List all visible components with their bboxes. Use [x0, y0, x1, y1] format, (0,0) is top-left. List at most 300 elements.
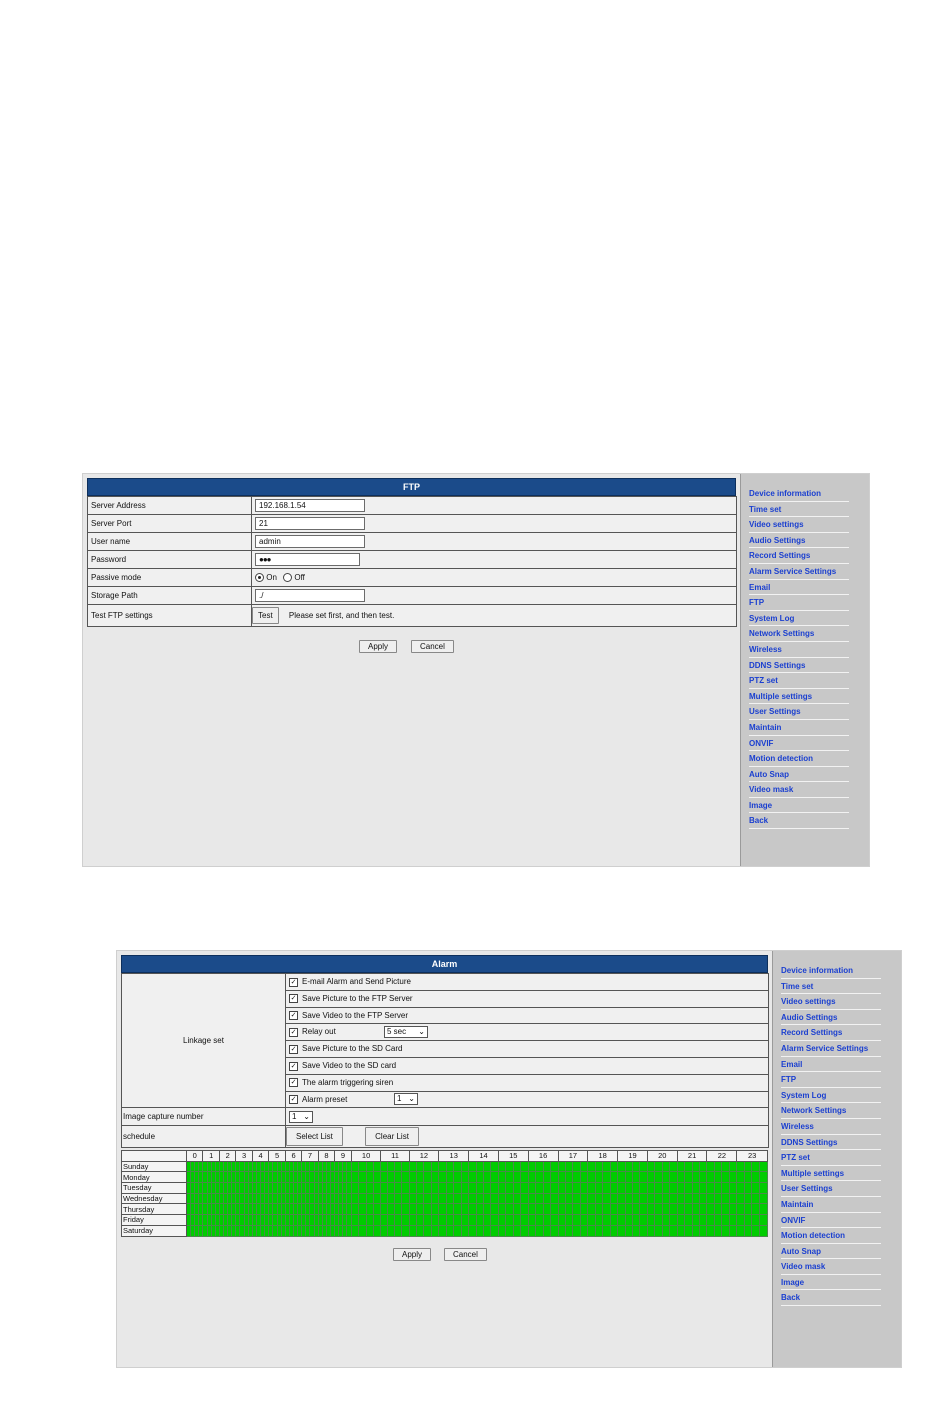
schedule-cell[interactable]	[707, 1183, 714, 1194]
schedule-cell[interactable]	[632, 1215, 639, 1226]
schedule-cell[interactable]	[588, 1161, 595, 1172]
schedule-cell[interactable]	[640, 1225, 648, 1236]
schedule-cell[interactable]	[759, 1193, 767, 1204]
schedule-cell[interactable]	[625, 1193, 632, 1204]
schedule-cell[interactable]	[595, 1215, 602, 1226]
schedule-cell[interactable]	[351, 1161, 358, 1172]
schedule-cell[interactable]	[461, 1161, 469, 1172]
schedule-cell[interactable]	[483, 1161, 490, 1172]
schedule-cell[interactable]	[595, 1183, 602, 1194]
schedule-cell[interactable]	[536, 1204, 543, 1215]
schedule-cell[interactable]	[409, 1183, 416, 1194]
sidebar-item-system-log[interactable]: System Log	[781, 1090, 827, 1100]
schedule-cell[interactable]	[752, 1204, 759, 1215]
schedule-cell[interactable]	[521, 1204, 529, 1215]
sidebar-item-multiple-settings[interactable]: Multiple settings	[781, 1168, 845, 1178]
user-name-input[interactable]: admin	[255, 535, 365, 548]
schedule-cell[interactable]	[565, 1193, 572, 1204]
schedule-cell[interactable]	[580, 1161, 588, 1172]
schedule-cell[interactable]	[366, 1172, 373, 1183]
schedule-cell[interactable]	[454, 1183, 461, 1194]
sidebar-item-maintain[interactable]: Maintain	[781, 1199, 814, 1209]
sidebar-item[interactable]	[749, 595, 849, 611]
schedule-cell[interactable]	[714, 1172, 721, 1183]
schedule-cell[interactable]	[573, 1204, 580, 1215]
schedule-cell[interactable]	[677, 1193, 684, 1204]
schedule-cell[interactable]	[737, 1161, 744, 1172]
schedule-cell[interactable]	[506, 1204, 513, 1215]
schedule-cell[interactable]	[558, 1204, 565, 1215]
schedule-cell[interactable]	[707, 1172, 714, 1183]
schedule-cell[interactable]	[595, 1172, 602, 1183]
schedule-cell[interactable]	[506, 1183, 513, 1194]
schedule-cell[interactable]	[416, 1193, 423, 1204]
schedule-cell[interactable]	[729, 1161, 737, 1172]
schedule-cell[interactable]	[714, 1225, 721, 1236]
schedule-cell[interactable]	[409, 1193, 416, 1204]
schedule-cell[interactable]	[595, 1193, 602, 1204]
schedule-cell[interactable]	[655, 1193, 662, 1204]
sidebar-item[interactable]	[749, 548, 849, 564]
sidebar-item-ptz-set[interactable]: PTZ set	[749, 676, 778, 686]
schedule-cell[interactable]	[395, 1161, 402, 1172]
schedule-cell[interactable]	[714, 1215, 721, 1226]
schedule-cell[interactable]	[402, 1183, 409, 1194]
schedule-cell[interactable]	[625, 1225, 632, 1236]
schedule-cell[interactable]	[550, 1204, 558, 1215]
schedule-cell[interactable]	[359, 1172, 366, 1183]
schedule-cell[interactable]	[759, 1204, 767, 1215]
schedule-cell[interactable]	[737, 1225, 744, 1236]
schedule-cell[interactable]	[662, 1204, 669, 1215]
schedule-cell[interactable]	[513, 1183, 520, 1194]
sidebar-item[interactable]	[781, 1197, 881, 1213]
sidebar-item[interactable]	[781, 1244, 881, 1260]
schedule-cell[interactable]	[483, 1193, 490, 1204]
schedule-cell[interactable]	[744, 1161, 751, 1172]
schedule-cell[interactable]	[610, 1225, 618, 1236]
sidebar-item[interactable]	[749, 658, 849, 674]
sidebar-item-alarm-service-settings[interactable]: Alarm Service Settings	[749, 566, 837, 576]
sidebar-item-wireless[interactable]: Wireless	[749, 644, 782, 654]
sidebar-item[interactable]	[781, 1275, 881, 1291]
schedule-cell[interactable]	[366, 1183, 373, 1194]
sidebar-item[interactable]	[749, 580, 849, 596]
schedule-cell[interactable]	[759, 1183, 767, 1194]
schedule-cell[interactable]	[373, 1215, 381, 1226]
sidebar-item-ddns-settings[interactable]: DDNS Settings	[749, 660, 806, 670]
ftp-apply-button[interactable]: Apply	[359, 640, 397, 653]
schedule-cell[interactable]	[677, 1172, 684, 1183]
schedule-cell[interactable]	[351, 1183, 358, 1194]
schedule-cell[interactable]	[454, 1172, 461, 1183]
schedule-cell[interactable]	[558, 1215, 565, 1226]
schedule-cell[interactable]	[359, 1204, 366, 1215]
schedule-cell[interactable]	[565, 1204, 572, 1215]
sidebar-item[interactable]	[749, 720, 849, 736]
sidebar-item-auto-snap[interactable]: Auto Snap	[781, 1246, 821, 1256]
schedule-cell[interactable]	[439, 1225, 446, 1236]
schedule-cell[interactable]	[714, 1161, 721, 1172]
schedule-cell[interactable]	[632, 1161, 639, 1172]
schedule-cell[interactable]	[573, 1225, 580, 1236]
sidebar-item[interactable]	[781, 1057, 881, 1073]
schedule-cell[interactable]	[351, 1204, 358, 1215]
schedule-cell[interactable]	[699, 1172, 707, 1183]
schedule-cell[interactable]	[521, 1193, 529, 1204]
schedule-cell[interactable]	[565, 1225, 572, 1236]
schedule-cell[interactable]	[416, 1183, 423, 1194]
schedule-cell[interactable]	[550, 1225, 558, 1236]
schedule-cell[interactable]	[565, 1215, 572, 1226]
alarm-apply-button[interactable]: Apply	[393, 1248, 431, 1261]
sidebar-item-motion-detection[interactable]: Motion detection	[781, 1231, 845, 1241]
schedule-cell[interactable]	[483, 1225, 490, 1236]
schedule-cell[interactable]	[573, 1172, 580, 1183]
schedule-cell[interactable]	[431, 1225, 439, 1236]
schedule-cell[interactable]	[402, 1172, 409, 1183]
schedule-cell[interactable]	[395, 1172, 402, 1183]
schedule-cell[interactable]	[528, 1204, 535, 1215]
schedule-cell[interactable]	[366, 1193, 373, 1204]
save-video-sd-checkbox[interactable]: ✓	[290, 1062, 297, 1070]
schedule-cell[interactable]	[632, 1204, 639, 1215]
schedule-cell[interactable]	[476, 1204, 483, 1215]
schedule-cell[interactable]	[588, 1193, 595, 1204]
schedule-cell[interactable]	[655, 1225, 662, 1236]
schedule-cell[interactable]	[595, 1204, 602, 1215]
sidebar-item-audio-settings[interactable]: Audio Settings	[781, 1012, 838, 1022]
schedule-cell[interactable]	[521, 1183, 529, 1194]
schedule-cell[interactable]	[744, 1172, 751, 1183]
schedule-cell[interactable]	[469, 1225, 476, 1236]
schedule-cell[interactable]	[707, 1204, 714, 1215]
schedule-cell[interactable]	[439, 1204, 446, 1215]
schedule-cell[interactable]	[737, 1172, 744, 1183]
schedule-cell[interactable]	[381, 1215, 388, 1226]
schedule-cell[interactable]	[580, 1225, 588, 1236]
sidebar-item[interactable]	[781, 1181, 881, 1197]
schedule-cell[interactable]	[543, 1161, 550, 1172]
schedule-cell[interactable]	[662, 1193, 669, 1204]
schedule-cell[interactable]	[454, 1215, 461, 1226]
schedule-cell[interactable]	[536, 1172, 543, 1183]
schedule-cell[interactable]	[580, 1172, 588, 1183]
schedule-cell[interactable]	[662, 1161, 669, 1172]
schedule-cell[interactable]	[431, 1193, 439, 1204]
schedule-cell[interactable]	[558, 1193, 565, 1204]
schedule-cell[interactable]	[491, 1161, 499, 1172]
alarm-cancel-button[interactable]: Cancel	[444, 1248, 487, 1261]
schedule-cell[interactable]	[558, 1225, 565, 1236]
schedule-cell[interactable]	[744, 1204, 751, 1215]
schedule-cell[interactable]	[395, 1193, 402, 1204]
schedule-cell[interactable]	[498, 1204, 505, 1215]
schedule-cell[interactable]	[373, 1183, 381, 1194]
schedule-cell[interactable]	[573, 1183, 580, 1194]
sidebar-item[interactable]	[749, 813, 849, 829]
sidebar-item-ddns-settings[interactable]: DDNS Settings	[781, 1137, 838, 1147]
schedule-cell[interactable]	[431, 1161, 439, 1172]
schedule-cell[interactable]	[536, 1193, 543, 1204]
schedule-cell[interactable]	[446, 1172, 453, 1183]
schedule-cell[interactable]	[366, 1225, 373, 1236]
storage-path-input[interactable]: ./	[255, 589, 365, 602]
schedule-cell[interactable]	[670, 1161, 678, 1172]
schedule-cell[interactable]	[692, 1204, 699, 1215]
schedule-cell[interactable]	[454, 1204, 461, 1215]
schedule-cell[interactable]	[685, 1172, 692, 1183]
schedule-cell[interactable]	[431, 1215, 439, 1226]
schedule-cell[interactable]	[677, 1183, 684, 1194]
schedule-cell[interactable]	[737, 1204, 744, 1215]
schedule-cell[interactable]	[618, 1225, 625, 1236]
sidebar-item-system-log[interactable]: System Log	[749, 613, 795, 623]
schedule-cell[interactable]	[737, 1215, 744, 1226]
schedule-cell[interactable]	[752, 1193, 759, 1204]
schedule-cell[interactable]	[521, 1172, 529, 1183]
schedule-cell[interactable]	[662, 1172, 669, 1183]
sidebar-item[interactable]	[749, 704, 849, 720]
schedule-cell[interactable]	[402, 1204, 409, 1215]
schedule-cell[interactable]	[521, 1225, 529, 1236]
schedule-cell[interactable]	[625, 1204, 632, 1215]
schedule-cell[interactable]	[513, 1193, 520, 1204]
schedule-cell[interactable]	[506, 1225, 513, 1236]
schedule-cell[interactable]	[381, 1225, 388, 1236]
schedule-cell[interactable]	[699, 1204, 707, 1215]
sidebar-item-video-mask[interactable]: Video mask	[781, 1262, 826, 1272]
sidebar-item[interactable]	[781, 1088, 881, 1104]
schedule-cell[interactable]	[402, 1193, 409, 1204]
schedule-cell[interactable]	[699, 1215, 707, 1226]
schedule-cell[interactable]	[395, 1215, 402, 1226]
schedule-cell[interactable]	[603, 1193, 610, 1204]
sidebar-item[interactable]	[749, 751, 849, 767]
schedule-cell[interactable]	[707, 1161, 714, 1172]
schedule-cell[interactable]	[692, 1172, 699, 1183]
schedule-cell[interactable]	[625, 1215, 632, 1226]
sidebar-item-maintain[interactable]: Maintain	[749, 722, 782, 732]
schedule-cell[interactable]	[439, 1183, 446, 1194]
sidebar-item[interactable]	[749, 767, 849, 783]
schedule-cell[interactable]	[588, 1215, 595, 1226]
schedule-cell[interactable]	[580, 1193, 588, 1204]
schedule-cell[interactable]	[759, 1161, 767, 1172]
schedule-cell[interactable]	[498, 1225, 505, 1236]
schedule-cell[interactable]	[446, 1161, 453, 1172]
schedule-cell[interactable]	[610, 1204, 618, 1215]
sidebar-item-email[interactable]: Email	[749, 582, 771, 592]
schedule-cell[interactable]	[416, 1172, 423, 1183]
schedule-cell[interactable]	[729, 1193, 737, 1204]
schedule-cell[interactable]	[729, 1183, 737, 1194]
relay-out-checkbox[interactable]: ✓	[290, 1028, 297, 1036]
schedule-cell[interactable]	[543, 1215, 550, 1226]
schedule-cell[interactable]	[373, 1193, 381, 1204]
sidebar-item-video-settings[interactable]: Video settings	[749, 520, 804, 530]
schedule-cell[interactable]	[461, 1193, 469, 1204]
schedule-cell[interactable]	[655, 1161, 662, 1172]
schedule-cell[interactable]	[498, 1193, 505, 1204]
sidebar-item-network-settings[interactable]: Network Settings	[749, 629, 815, 639]
sidebar-item[interactable]	[749, 626, 849, 642]
schedule-cell[interactable]	[662, 1225, 669, 1236]
save-picture-ftp-checkbox[interactable]: ✓	[290, 995, 297, 1003]
schedule-cell[interactable]	[424, 1183, 431, 1194]
schedule-cell[interactable]	[662, 1215, 669, 1226]
schedule-cell[interactable]	[491, 1183, 499, 1194]
schedule-cell[interactable]	[528, 1215, 535, 1226]
sidebar-item[interactable]	[781, 1213, 881, 1229]
schedule-cell[interactable]	[528, 1193, 535, 1204]
schedule-cell[interactable]	[618, 1161, 625, 1172]
schedule-cell[interactable]	[388, 1172, 395, 1183]
sidebar-item[interactable]	[781, 979, 881, 995]
schedule-cell[interactable]	[573, 1193, 580, 1204]
schedule-cell[interactable]	[431, 1183, 439, 1194]
schedule-cell[interactable]	[729, 1172, 737, 1183]
sidebar-item-multiple-settings[interactable]: Multiple settings	[749, 691, 813, 701]
schedule-cell[interactable]	[670, 1183, 678, 1194]
schedule-cell[interactable]	[618, 1215, 625, 1226]
schedule-cell[interactable]	[469, 1215, 476, 1226]
save-picture-sd-checkbox[interactable]: ✓	[290, 1045, 297, 1053]
schedule-cell[interactable]	[685, 1225, 692, 1236]
schedule-cell[interactable]	[381, 1183, 388, 1194]
schedule-cell[interactable]	[461, 1172, 469, 1183]
schedule-cell[interactable]	[565, 1183, 572, 1194]
schedule-cell[interactable]	[359, 1215, 366, 1226]
schedule-cell[interactable]	[685, 1161, 692, 1172]
schedule-cell[interactable]	[550, 1161, 558, 1172]
schedule-cell[interactable]	[647, 1215, 654, 1226]
schedule-cell[interactable]	[588, 1225, 595, 1236]
sidebar-item[interactable]	[781, 1135, 881, 1151]
schedule-cell[interactable]	[388, 1204, 395, 1215]
sidebar-item-back[interactable]: Back	[781, 1293, 801, 1303]
schedule-cell[interactable]	[359, 1183, 366, 1194]
schedule-cell[interactable]	[752, 1172, 759, 1183]
schedule-cell[interactable]	[461, 1215, 469, 1226]
schedule-cell[interactable]	[603, 1172, 610, 1183]
schedule-cell[interactable]	[722, 1225, 729, 1236]
schedule-cell[interactable]	[692, 1161, 699, 1172]
schedule-cell[interactable]	[580, 1215, 588, 1226]
schedule-cell[interactable]	[469, 1183, 476, 1194]
schedule-cell[interactable]	[595, 1161, 602, 1172]
schedule-cell[interactable]	[558, 1172, 565, 1183]
schedule-cell[interactable]	[469, 1172, 476, 1183]
schedule-cell[interactable]	[550, 1193, 558, 1204]
schedule-cell[interactable]	[685, 1183, 692, 1194]
schedule-cell[interactable]	[699, 1161, 707, 1172]
schedule-cell[interactable]	[625, 1161, 632, 1172]
ftp-cancel-button[interactable]: Cancel	[411, 640, 454, 653]
clear-list-button[interactable]: Clear List	[365, 1127, 419, 1146]
schedule-cell[interactable]	[536, 1215, 543, 1226]
sidebar-item[interactable]	[749, 673, 849, 689]
schedule-cell[interactable]	[550, 1215, 558, 1226]
sidebar-item[interactable]	[781, 994, 881, 1010]
schedule-cell[interactable]	[722, 1193, 729, 1204]
sidebar-item-time-set[interactable]: Time set	[781, 981, 814, 991]
schedule-cell[interactable]	[409, 1204, 416, 1215]
schedule-cell[interactable]	[446, 1215, 453, 1226]
schedule-cell[interactable]	[491, 1215, 499, 1226]
sidebar-item-auto-snap[interactable]: Auto Snap	[749, 769, 789, 779]
schedule-cell[interactable]	[729, 1204, 737, 1215]
schedule-cell[interactable]	[729, 1215, 737, 1226]
schedule-cell[interactable]	[677, 1225, 684, 1236]
schedule-cell[interactable]	[588, 1204, 595, 1215]
schedule-cell[interactable]	[513, 1172, 520, 1183]
sidebar-item[interactable]	[781, 1041, 881, 1057]
schedule-cell[interactable]	[395, 1183, 402, 1194]
schedule-cell[interactable]	[536, 1183, 543, 1194]
schedule-cell[interactable]	[491, 1204, 499, 1215]
schedule-cell[interactable]	[714, 1193, 721, 1204]
schedule-cell[interactable]	[610, 1193, 618, 1204]
schedule-cell[interactable]	[670, 1204, 678, 1215]
sidebar-item-ftp[interactable]: FTP	[749, 598, 765, 608]
sidebar-item-user-settings[interactable]: User Settings	[781, 1184, 833, 1194]
sidebar-item[interactable]	[781, 1166, 881, 1182]
schedule-cell[interactable]	[506, 1193, 513, 1204]
alarm-preset-select[interactable]	[394, 1093, 418, 1105]
schedule-cell[interactable]	[692, 1193, 699, 1204]
schedule-cell[interactable]	[431, 1204, 439, 1215]
select-list-button[interactable]: Select List	[286, 1127, 343, 1146]
sidebar-item-back[interactable]: Back	[749, 816, 769, 826]
schedule-cell[interactable]	[469, 1161, 476, 1172]
sidebar-item-record-settings[interactable]: Record Settings	[749, 551, 811, 561]
schedule-cell[interactable]	[366, 1161, 373, 1172]
sidebar-item[interactable]	[749, 611, 849, 627]
schedule-cell[interactable]	[483, 1172, 490, 1183]
schedule-cell[interactable]	[469, 1204, 476, 1215]
schedule-cell[interactable]	[722, 1172, 729, 1183]
sidebar-item-video-settings[interactable]: Video settings	[781, 997, 836, 1007]
schedule-cell[interactable]	[469, 1193, 476, 1204]
schedule-cell[interactable]	[692, 1225, 699, 1236]
schedule-cell[interactable]	[373, 1225, 381, 1236]
schedule-cell[interactable]	[618, 1183, 625, 1194]
schedule-cell[interactable]	[685, 1193, 692, 1204]
schedule-cell[interactable]	[476, 1172, 483, 1183]
schedule-cell[interactable]	[573, 1215, 580, 1226]
sidebar-item[interactable]	[781, 1259, 881, 1275]
schedule-cell[interactable]	[640, 1161, 648, 1172]
schedule-cell[interactable]	[431, 1172, 439, 1183]
schedule-cell[interactable]	[528, 1172, 535, 1183]
schedule-cell[interactable]	[625, 1183, 632, 1194]
schedule-cell[interactable]	[699, 1225, 707, 1236]
sidebar-item-image[interactable]: Image	[781, 1277, 805, 1287]
schedule-cell[interactable]	[588, 1183, 595, 1194]
sidebar-item-audio-settings[interactable]: Audio Settings	[749, 535, 806, 545]
schedule-cell[interactable]	[640, 1183, 648, 1194]
schedule-cell[interactable]	[513, 1204, 520, 1215]
schedule-cell[interactable]	[550, 1172, 558, 1183]
schedule-cell[interactable]	[647, 1193, 654, 1204]
schedule-cell[interactable]	[381, 1161, 388, 1172]
schedule-cell[interactable]	[388, 1225, 395, 1236]
schedule-cell[interactable]	[476, 1193, 483, 1204]
schedule-cell[interactable]	[513, 1225, 520, 1236]
sidebar-item[interactable]	[781, 1150, 881, 1166]
schedule-cell[interactable]	[373, 1161, 381, 1172]
